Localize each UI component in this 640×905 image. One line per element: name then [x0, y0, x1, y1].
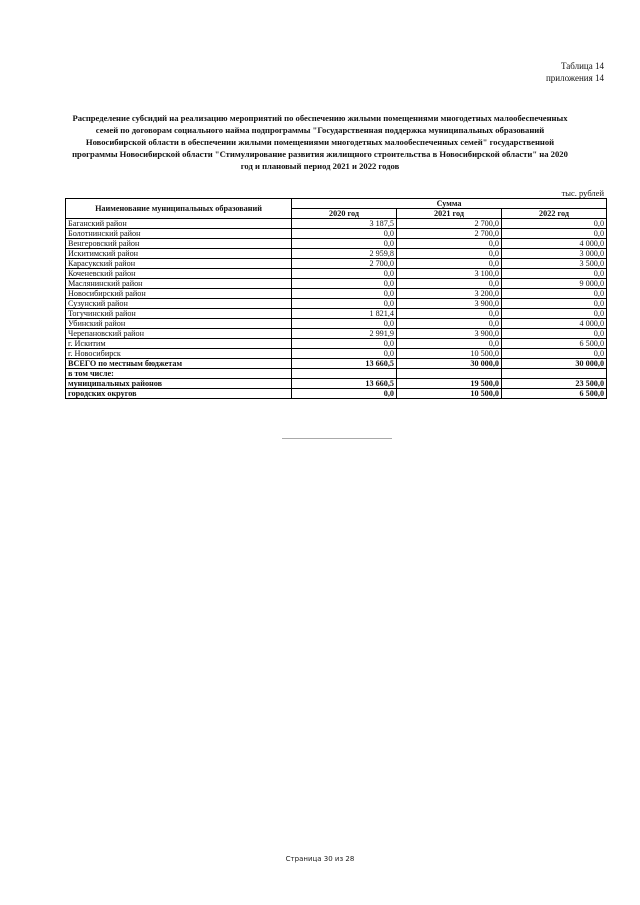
- value-cell-2021: 2 700,0: [397, 229, 502, 239]
- value-cell-2021: 3 900,0: [397, 299, 502, 309]
- value-cell-2021: 2 700,0: [397, 219, 502, 229]
- municipality-name-cell: Коченевский район: [66, 269, 292, 279]
- column-header-2020: 2020 год: [292, 209, 397, 219]
- subsidy-table: [65, 198, 607, 399]
- municipality-name-cell: ВСЕГО по местным бюджетам: [66, 359, 292, 369]
- value-cell-2020: 0,0: [292, 269, 397, 279]
- value-cell-2021: 0,0: [397, 249, 502, 259]
- value-cell-2021: 3 900,0: [397, 329, 502, 339]
- value-cell-2020: 2 991,9: [292, 329, 397, 339]
- value-cell-2022: 30 000,0: [502, 359, 607, 369]
- municipality-name-cell: Тогучинский район: [66, 309, 292, 319]
- value-cell-2020: 1 821,4: [292, 309, 397, 319]
- table-row: [66, 329, 607, 339]
- table-row: [66, 339, 607, 349]
- value-cell-2022: 6 500,0: [502, 389, 607, 399]
- page-footer: Страница 30 из 28: [285, 855, 355, 863]
- municipality-name-cell: Искитимский район: [66, 249, 292, 259]
- value-cell-2020: 0,0: [292, 239, 397, 249]
- value-cell-2022: 0,0: [502, 349, 607, 359]
- value-cell-2020: [292, 369, 397, 379]
- value-cell-2022: 0,0: [502, 289, 607, 299]
- value-cell-2020: 0,0: [292, 319, 397, 329]
- value-cell-2022: 4 000,0: [502, 239, 607, 249]
- value-cell-2021: 0,0: [397, 279, 502, 289]
- value-cell-2022: 4 000,0: [502, 319, 607, 329]
- value-cell-2020: 0,0: [292, 349, 397, 359]
- value-cell-2022: 23 500,0: [502, 379, 607, 389]
- municipality-name-cell: городских округов: [66, 389, 292, 399]
- value-cell-2022: 0,0: [502, 309, 607, 319]
- municipality-name-cell: г. Искитим: [66, 339, 292, 349]
- municipality-name-cell: Болотнинский район: [66, 229, 292, 239]
- value-cell-2020: 0,0: [292, 229, 397, 239]
- value-cell-2022: 0,0: [502, 219, 607, 229]
- column-header-sum: Сумма: [292, 199, 607, 209]
- value-cell-2022: 9 000,0: [502, 279, 607, 289]
- value-cell-2020: 0,0: [292, 279, 397, 289]
- table-row: [66, 379, 607, 389]
- value-cell-2022: 6 500,0: [502, 339, 607, 349]
- value-cell-2021: 0,0: [397, 339, 502, 349]
- municipality-name-cell: в том числе:: [66, 369, 292, 379]
- table-reference: [546, 60, 604, 84]
- table-row: [66, 239, 607, 249]
- value-cell-2021: 3 100,0: [397, 269, 502, 279]
- table-row: [66, 389, 607, 399]
- value-cell-2021: 3 200,0: [397, 289, 502, 299]
- municipality-name-cell: Маслянинский район: [66, 279, 292, 289]
- appendix-number: приложения 14: [545, 73, 604, 83]
- table-body: [66, 219, 607, 399]
- table-row: [66, 319, 607, 329]
- value-cell-2020: 2 959,8: [292, 249, 397, 259]
- table-row: [66, 229, 607, 239]
- value-cell-2022: 3 000,0: [502, 249, 607, 259]
- value-cell-2022: 0,0: [502, 329, 607, 339]
- value-cell-2021: 30 000,0: [397, 359, 502, 369]
- municipality-name-cell: Новосибирский район: [66, 289, 292, 299]
- municipality-name-cell: Черепановский район: [66, 329, 292, 339]
- value-cell-2022: 0,0: [502, 229, 607, 239]
- value-cell-2022: [502, 369, 607, 379]
- value-cell-2021: 10 500,0: [397, 389, 502, 399]
- document-title: Распределение субсидий на реализацию мероприятий по обеспечению жилыми помещениями многодетных малообеспеченных семей по договорам социального найма подпрограммы "Государственная поддержка муниципальных образований Новосибирской области в обеспечении жилыми помещениями многодетных малообеспеченных семей" государственной программы Новосибирской области "Стимулирование развития жилищного строительства в Новосибирской области" на 2020 год и плановый период 2021 и 2022 годов: [72, 113, 568, 171]
- value-cell-2020: 0,0: [292, 289, 397, 299]
- municipality-name-cell: Убинский район: [66, 319, 292, 329]
- value-cell-2020: 0,0: [292, 339, 397, 349]
- value-cell-2021: 0,0: [397, 319, 502, 329]
- municipality-name-cell: Карасукский район: [66, 259, 292, 269]
- table-row: [66, 369, 607, 379]
- municipality-name-cell: Венгеровский район: [66, 239, 292, 249]
- value-cell-2021: 10 500,0: [397, 349, 502, 359]
- value-cell-2021: 19 500,0: [397, 379, 502, 389]
- value-cell-2021: [397, 369, 502, 379]
- units-label: тыс. рублей: [561, 188, 604, 198]
- value-cell-2021: 0,0: [397, 239, 502, 249]
- column-header-name: Наименование муниципальных образований: [66, 199, 292, 219]
- table-row: [66, 359, 607, 369]
- table-row: [66, 279, 607, 289]
- separator-line: [282, 438, 392, 439]
- value-cell-2021: 0,0: [397, 259, 502, 269]
- value-cell-2020: 3 187,5: [292, 219, 397, 229]
- municipality-name-cell: муниципальных районов: [66, 379, 292, 389]
- value-cell-2020: 13 660,5: [292, 379, 397, 389]
- value-cell-2022: 0,0: [502, 299, 607, 309]
- table-row: [66, 289, 607, 299]
- table-row: [66, 219, 607, 229]
- value-cell-2020: 2 700,0: [292, 259, 397, 269]
- table-row: [66, 259, 607, 269]
- value-cell-2020: 0,0: [292, 389, 397, 399]
- table-row: [66, 309, 607, 319]
- municipality-name-cell: Сузунский район: [66, 299, 292, 309]
- table-row: [66, 349, 607, 359]
- value-cell-2020: 13 660,5: [292, 359, 397, 369]
- municipality-name-cell: Баганский район: [66, 219, 292, 229]
- value-cell-2021: 0,0: [397, 309, 502, 319]
- column-header-2022: 2022 год: [502, 209, 607, 219]
- value-cell-2022: 0,0: [502, 269, 607, 279]
- column-header-2021: 2021 год: [397, 209, 502, 219]
- value-cell-2022: 3 500,0: [502, 259, 607, 269]
- table-row: [66, 299, 607, 309]
- table-row: [66, 249, 607, 259]
- value-cell-2020: 0,0: [292, 299, 397, 309]
- table-number: Таблица 14: [561, 61, 604, 71]
- municipality-name-cell: г. Новосибирск: [66, 349, 292, 359]
- table-row: [66, 269, 607, 279]
